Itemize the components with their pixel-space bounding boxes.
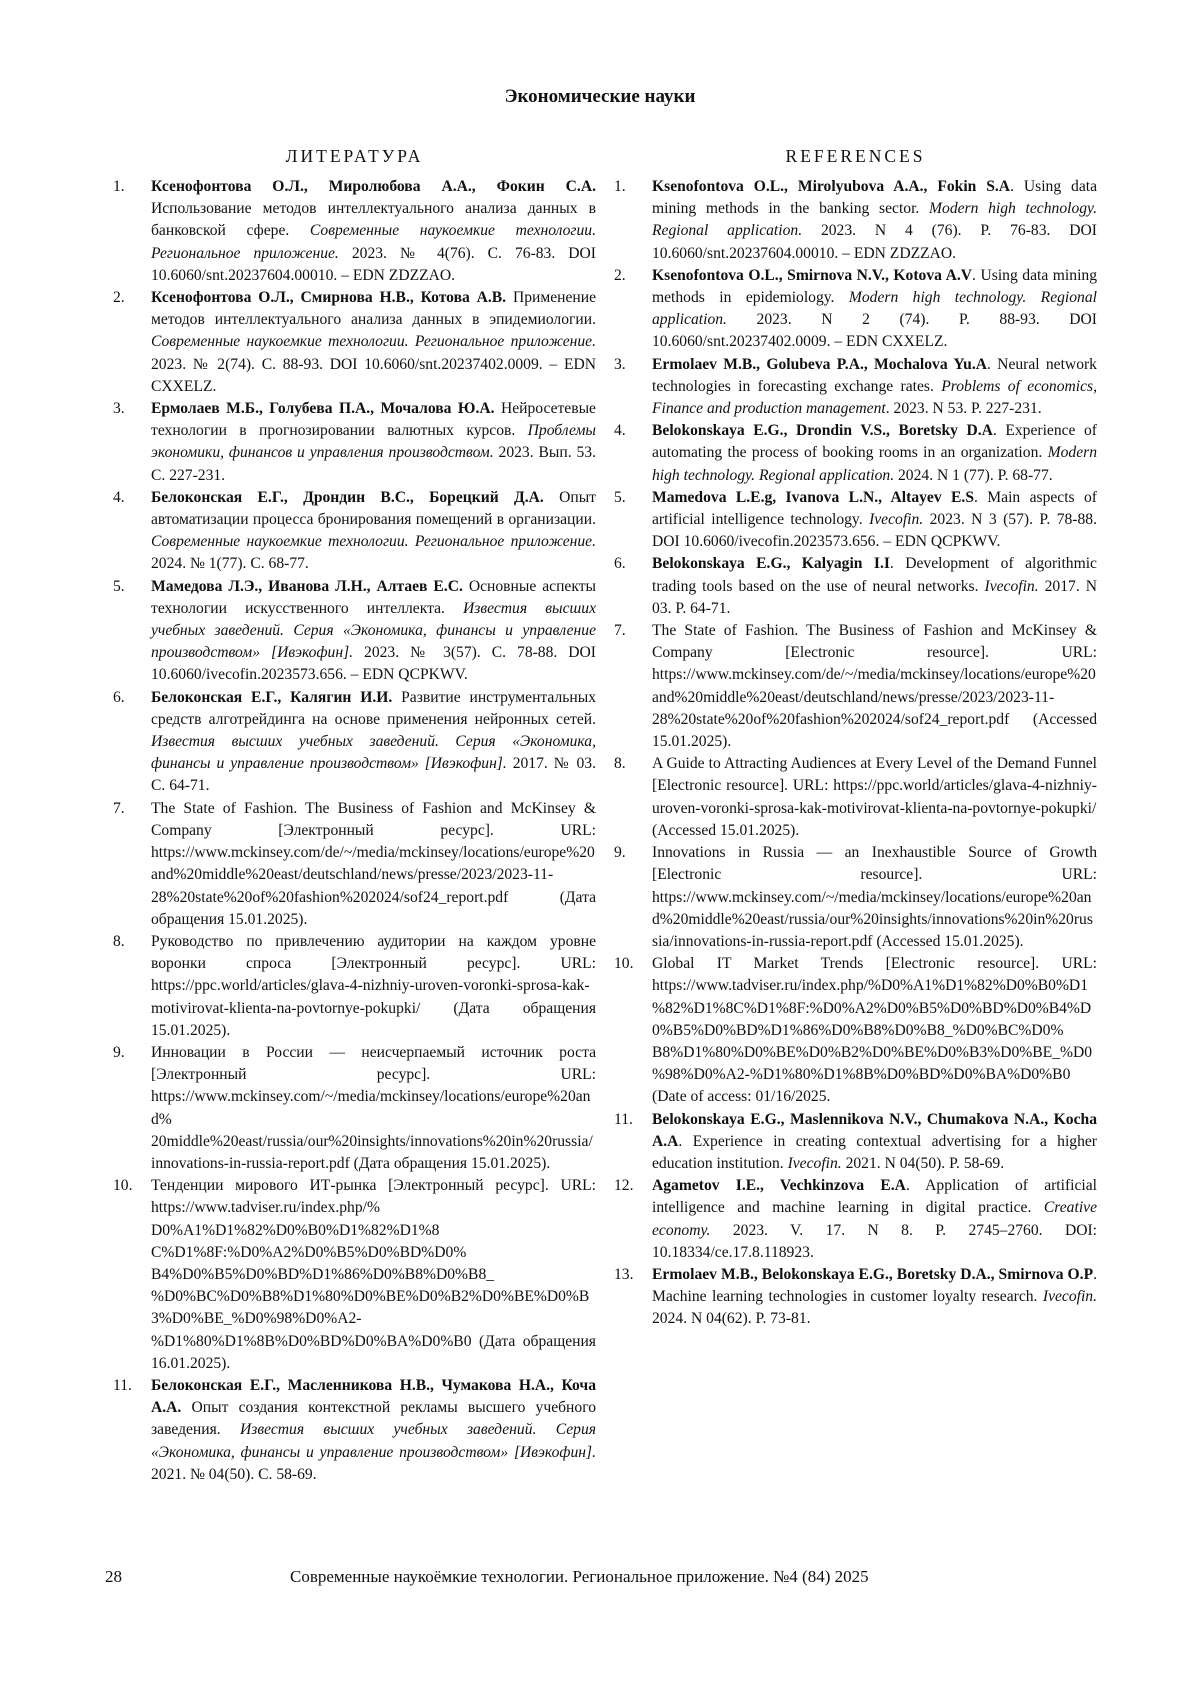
journal-footer: Современные наукоёмкие технологии. Региональное приложение. №4 (84) 2025 [290,1567,869,1586]
reference-number: 10. [113,1177,133,1195]
reference-source: Современные наукоемкие технологии. Региональное приложение. [151,222,596,262]
reference-authors: Белоконская Е.Г., Масленникова Н.В., Чумакова Н.А., Коча А.А. [151,1376,596,1417]
reference-number: 3. [113,400,125,418]
reference-source: Проблемы экономики, финансов и управления производством. [151,422,596,462]
reference-item [113,687,596,798]
reference-source: Modern high technology. Regional application. [652,200,1098,240]
reference-details: 2017. № 03. С. 64-71. [151,755,596,795]
reference-text: The State of Fashion. The Business of Fashion and McKinsey & Company [Electronic resource]. URL: https://www.mckinsey.com/de/~/media/mckinsey/locations/europe%20and%20middle%20east/deutschland/news/presse/2023/2023-11-28%20state%20of%20fashion%202024/sof24_report.pdf (Accessed 15.01.2025). [652,622,1097,751]
references-heading: REFERENCES [785,146,926,166]
reference-text: . Machine learning technologies in customer loyalty research. [652,1265,1097,1306]
reference-text: Опыт создания контекстной рекламы высшего учебного заведения. [151,1399,596,1439]
reference-number: 5. [113,577,125,595]
reference-details: 2021. N 04(50). P. 58-69. [841,1154,1005,1172]
reference-authors: Ksenofontova O.L., Smirnova N.V., Kotova A.V [652,266,973,284]
literatura-heading: ЛИТЕРАТУРА [285,146,424,166]
reference-source: Известия высших учебных заведений. Серия «Экономика, финансы и управление производством» [Ивэкофин]. [151,1421,596,1461]
reference-text: . Main aspects of artificial intelligence technology. [652,488,1097,529]
reference-authors: Мамедова Л.Э., Иванова Л.Н., Алтаев Е.С. [151,577,463,595]
reference-number: 3. [614,355,626,373]
reference-details: 2023. № 2(74). С. 88-93. DOI 10.6060/snt.20237402.0009. – EDN CXXELZ. [151,355,596,395]
reference-item [113,576,596,687]
references-list-en [614,176,1097,1331]
reference-item [113,1042,596,1175]
reference-number: 1. [113,178,125,195]
reference-number: 10. [614,955,634,973]
reference-number: 13. [614,1265,634,1283]
reference-authors: Белоконская Е.Г., Дрондин В.С., Борецкий Д.А. [151,488,544,506]
references-russian-column [113,146,596,1486]
reference-details: 2024. N 1 (77). P. 68-77. [894,466,1053,484]
reference-item [614,553,1097,620]
reference-text: . Development of algorithmic trading tools based on the use of neural networks. [652,555,1097,595]
reference-source: Ivecofin. [1042,1288,1097,1306]
reference-item [614,420,1097,487]
reference-item [113,931,596,1042]
reference-text: . Experience in creating contextual advertising for a higher education institution. [652,1132,1097,1172]
reference-authors: Mamedova L.E.g, Ivanova L.N., Altayev E.S [652,488,974,506]
reference-authors: Ermolaev M.B., Belokonskaya E.G., Boretsky D.A., Smirnova O.P [652,1265,1094,1283]
reference-details: 2023. N 2 (74). P. 88-93. DOI 10.6060/snt.20237402.0009. – EDN CXXELZ. [652,311,1097,351]
reference-text: Опыт автоматизации процесса бронирования помещений в организации. [151,488,596,529]
reference-source: Creative economy. [652,1199,1097,1239]
reference-text: A Guide to Attracting Audiences at Every Level of the Demand Funnel [Electronic resource]. URL: https://ppc.world/articles/glava-4-nizhniy-uroven-voronki-sprosa-kak-motivirovat-klienta-na-povtornye-pokupki/ (Accessed 15.01.2025). [652,755,1097,839]
reference-text: Основные аспекты технологии искусственного интеллекта. [151,577,596,617]
reference-text: Нейросетевые технологии в прогнозировании валютных курсов. [151,400,596,440]
reference-number: 5. [614,488,626,506]
reference-text: . Neural network technologies in forecasting exchange rates. [652,355,1097,395]
reference-authors: Ксенофонтова О.Л., Миролюбова А.А., Фокин С.А. [151,178,596,195]
reference-number: 11. [113,1376,132,1394]
reference-text: Global IT Market Trends [Electronic resource]. URL: https://www.tadviser.ru/index.php/%D0%A1%D1%82%D0%B0%D1%82%D1%8C%D1%8F:%D0%A2%D0%B5%D0%BD%D0%B4%D0%B5%D0%BD%D1%86%D0%B8%D0%B8_%D0%BC%D0% B8%D1%80%D0%BE%D0%B2%D0%BE%D0%B3%D0%BE_%D0%98%D0%A2-%D1%80%D1%8B%D0%BD%D0%BA%D0%B0 (Date of access: 01/16/2025. [652,955,1097,1106]
reference-number: 7. [113,799,125,817]
reference-item [113,1175,596,1375]
reference-text: . Experience of automating the process of booking rooms in an organization. [652,422,1098,462]
section-title: Экономические науки [504,86,696,107]
reference-item [614,953,1097,1108]
reference-details: 2024. № 1(77). С. 68-77. [151,555,309,573]
reference-number: 12. [614,1177,634,1195]
reference-item [614,1264,1097,1331]
reference-item [113,287,596,398]
reference-authors: Белоконская Е.Г., Калягин И.И. [151,688,393,706]
reference-source: Modern high technology. Regional application. [652,289,1097,329]
references-english-column [614,146,1097,1331]
reference-details: 2023. N 3 (57). P. 78-88. DOI 10.6060/ivecofin.2023573.656. – EDN QCPKWV. [652,511,1097,551]
reference-source: Ivecofin. [869,511,924,529]
reference-number: 7. [614,622,626,640]
reference-source: Известия высших учебных заведений. Серия «Экономика, финансы и управление производством» [Ивэкофин]. [151,733,596,773]
reference-number: 9. [113,1043,125,1061]
reference-text: . Application of artificial intelligence and machine learning in digital practice. [652,1177,1097,1217]
reference-item [113,176,596,287]
reference-number: 9. [614,844,626,862]
reference-number: 1. [614,178,626,195]
reference-item [113,1375,596,1486]
reference-source: Problems of economics, Finance and production management [652,377,1097,418]
reference-text: The State of Fashion. The Business of Fashion and McKinsey & Company [Электронный ресурс]. URL: https://www.mckinsey.com/de/~/media/mckinsey/locations/europe%20and%20middle%20east/deutschland/news/presse/2023/2023-11-28%20state%20of%20fashion%202024/sof24_report.pdf (Дата обращения 15.01.2025). [151,799,596,928]
reference-item [614,265,1097,354]
reference-text: . Using data mining methods in epidemiology. [652,266,1097,307]
reference-number: 4. [113,488,125,506]
reference-text: Развитие инструментальных средств алготрейдинга на основе применения нейронных сетей. [151,688,596,728]
reference-details: 2023. N 4 (76). P. 76-83. DOI 10.6060/snt.20237604.00010. – EDN ZDZZAO. [652,222,1097,262]
reference-authors: Belokonskaya E.G., Drondin V.S., Boretsky D.A [652,422,993,440]
reference-number: 6. [614,555,626,573]
reference-number: 11. [614,1110,633,1128]
reference-item [113,798,596,931]
reference-item [614,1109,1097,1176]
reference-text: Тенденции мирового ИТ-рынка [Электронный ресурс]. URL: https://www.tadviser.ru/index.php/% D0%A1%D1%82%D0%B0%D1%82%D1%8 C%D1%8F:%D0%A2%D0%B5%D0%BD%D0% B4%D0%B5%D0%BD%D1%86%D0%B8%D0%B8_ %D0%BC%D0%B8%D1%80%D0%BE%D0%B2%D0%BE%D0%B3%D0%BE_%D0%98%D0%A2-%D1%80%D1%8B%D0%BD%D0%BA%D0%B0 (Дата обращения 16.01.2025). [151,1177,596,1372]
reference-details: 2023. V. 17. N 8. P. 2745–2760. DOI: 10.18334/ce.17.8.118923. [652,1221,1097,1261]
reference-source: Modern high technology. Regional application. [652,444,1097,484]
reference-details: 2023. № 3(57). С. 78-88. DOI 10.6060/ivecofin.2023573.656. – EDN QCPKWV. [151,644,596,684]
reference-item [614,842,1097,953]
reference-text: . Using data mining methods in the banking sector. [652,178,1097,218]
reference-text: Руководство по привлечению аудитории на каждом уровне воронки спроса [Электронный ресурс]. URL: https://ppc.world/articles/glava-4-nizhniy-uroven-voronki-sprosa-kak-motivirovat-klienta-na-povtornye-pokupki/ (Дата обращения 15.01.2025). [151,932,596,1039]
reference-number: 8. [113,932,125,950]
reference-number: 6. [113,688,125,706]
reference-text: Инновации в России — неисчерпаемый источник роста [Электронный ресурс]. URL: https://www.mckinsey.com/~/media/mckinsey/locations/europe%20and% 20middle%20east/russia/our%20insights/innovations%20in%20russia/innovations-in-russia-report.pdf (Дата обращения 15.01.2025). [151,1043,596,1172]
reference-authors: Ermolaev M.B., Golubeva P.A., Mochalova Yu.A [652,355,988,373]
reference-item [614,753,1097,842]
reference-item [113,398,596,487]
reference-authors: Ермолаев М.Б., Голубева П.А., Мочалова Ю.А. [151,400,495,418]
reference-item [614,1175,1097,1264]
reference-source: Известия высших учебных заведений. Серия «Экономика, финансы и управление производством» [Ивэкофин]. [151,599,596,662]
reference-authors: Ксенофонтова О.Л., Смирнова Н.В., Котова А.В. [151,289,507,307]
reference-number: 8. [614,755,626,773]
reference-details: 2023. № 4(76). С. 76-83. DOI 10.6060/snt.20237604.00010. – EDN ZDZZAO. [151,244,596,284]
reference-number: 4. [614,422,626,440]
reference-source: Ivecofin. [787,1154,842,1172]
reference-authors: Belokonskaya E.G., Kalyagin I.I [652,555,890,573]
reference-number: 2. [113,289,125,307]
reference-details: 2017. N 03. P. 64-71. [652,577,1097,617]
references-list-ru [113,176,596,1486]
reference-text: Innovations in Russia — an Inexhaustible Source of Growth [Electronic resource]. URL: https://www.mckinsey.com/~/media/mckinsey/locations/europe%20and%20middle%20east/russia/our%20insights/innovations%20in%20russia/innovations-in-russia-report.pdf (Accessed 15.01.2025). [652,844,1097,950]
reference-text: Использование методов интеллектуального анализа данных в банковской сфере. [151,200,596,240]
reference-authors: Belokonskaya E.G., Maslennikova N.V., Chumakova N.A., Kocha A.A [652,1110,1097,1150]
reference-details: 2021. № 04(50). С. 58-69. [151,1465,317,1483]
reference-text: Применение методов интеллектуального анализа данных в эпидемиологии. [151,289,597,329]
reference-details: 2023. Вып. 53. С. 227-231. [151,444,596,484]
reference-authors: Ksenofontova O.L., Mirolyubova A.A., Fokin S.A [652,178,1011,195]
reference-item [614,487,1097,554]
reference-authors: Agametov I.E., Vechkinzova E.A [652,1177,906,1195]
reference-item [614,620,1097,753]
reference-details: 2024. N 04(62). P. 73-81. [652,1310,811,1328]
reference-item [614,354,1097,421]
reference-source: Современные наукоемкие технологии. Региональное приложение. [151,333,596,351]
reference-source: Современные наукоемкие технологии. Региональное приложение. [151,533,596,551]
page-number: 28 [105,1567,122,1586]
reference-item [113,487,596,576]
reference-details: . 2023. N 53. P. 227-231. [885,400,1042,418]
reference-item [614,176,1097,265]
reference-source: Ivecofin. [984,577,1039,595]
reference-number: 2. [614,266,626,284]
